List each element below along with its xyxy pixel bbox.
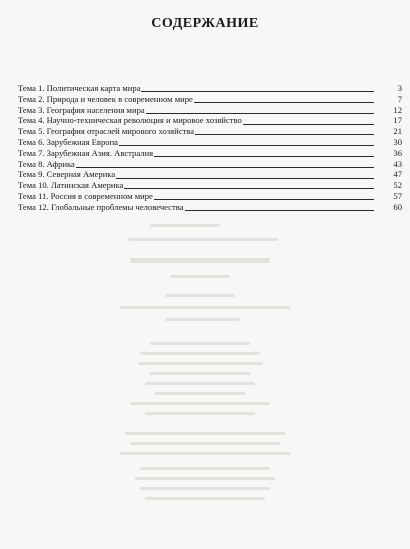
toc-leader-line (185, 210, 374, 211)
bleed-line (155, 392, 245, 395)
toc-item-label: Тема 9. Северная Америка (18, 169, 116, 180)
bleed-line (145, 382, 255, 385)
bleed-line (120, 452, 290, 455)
toc-item-page: 17 (374, 115, 402, 126)
toc-leader-line (195, 134, 374, 135)
toc-item (18, 115, 402, 126)
toc-item-page: 21 (374, 126, 402, 137)
toc-item-page: 43 (374, 159, 402, 170)
bleed-line (140, 487, 270, 490)
toc-item-label: Тема 8. Африка (18, 158, 75, 169)
toc-item-label: Тема 5. География отраслей мирового хозяйства (18, 126, 195, 137)
toc-leader-line (116, 178, 374, 179)
toc-item-label: Тема 6. Зарубежная Европа (18, 136, 118, 147)
toc-item-page: 7 (374, 94, 402, 105)
toc-leader-line (154, 156, 374, 157)
bleed-through-imprint (0, 222, 410, 522)
toc-item-label: Тема 12. Глобальные проблемы человечества (18, 201, 184, 212)
toc-item-label: Тема 10. Латинская Америка (18, 180, 124, 191)
toc-leader-line (124, 188, 374, 189)
toc-item-label: Тема 11. Россия в современном мире (18, 190, 153, 201)
toc-item-page: 3 (374, 83, 402, 94)
toc-leader-line (243, 124, 374, 125)
toc-item-page: 47 (374, 169, 402, 180)
bleed-line (150, 342, 250, 345)
bleed-line (140, 467, 270, 470)
toc-item-page: 12 (374, 105, 402, 116)
toc-leader-line (194, 102, 374, 103)
bleed-line (140, 352, 260, 355)
toc-item (18, 105, 402, 116)
toc-item-label: Тема 1. Политическая карта мира (18, 83, 141, 93)
toc-item-label: Тема 3. География населения мира (18, 104, 145, 115)
bleed-line (138, 362, 263, 365)
toc-item-page: 60 (374, 202, 402, 213)
toc-item (18, 94, 402, 105)
toc-item (18, 191, 402, 202)
bleed-line (145, 412, 255, 415)
toc-item (18, 169, 402, 180)
toc-item-page: 57 (374, 191, 402, 202)
toc-item (18, 159, 402, 170)
toc-item (18, 126, 402, 137)
toc-leader-line (141, 91, 374, 92)
toc-item (18, 83, 402, 94)
bleed-line (135, 477, 275, 480)
bleed-line (125, 432, 285, 435)
toc-item (18, 202, 402, 213)
bleed-line (120, 306, 290, 309)
bleed-line (130, 258, 270, 263)
bleed-line (145, 497, 265, 500)
bleed-line (165, 294, 235, 297)
toc-item-page: 52 (374, 180, 402, 191)
toc-item (18, 148, 402, 159)
table-of-contents (18, 83, 402, 213)
toc-item-page: 30 (374, 137, 402, 148)
page-title: СОДЕРЖАНИЕ (151, 16, 259, 31)
bleed-line (130, 402, 270, 405)
toc-leader-line (146, 113, 374, 114)
bleed-line (128, 238, 278, 241)
bleed-line (165, 318, 240, 321)
bleed-line (170, 275, 230, 278)
toc-item (18, 137, 402, 148)
toc-item (18, 180, 402, 191)
bleed-line (150, 372, 250, 375)
toc-item-page: 36 (374, 148, 402, 159)
toc-item-label: Тема 4. Научно-техническая революция и мировое хозяйство (18, 115, 242, 126)
toc-item-label: Тема 7. Зарубежная Азия. Австралия (18, 147, 154, 158)
toc-leader-line (76, 167, 374, 168)
toc-leader-line (119, 145, 374, 146)
toc-item-label: Тема 2. Природа и человек в современном мире (18, 93, 193, 104)
toc-leader-line (154, 199, 374, 200)
bleed-line (130, 442, 280, 445)
bleed-line (150, 224, 220, 227)
